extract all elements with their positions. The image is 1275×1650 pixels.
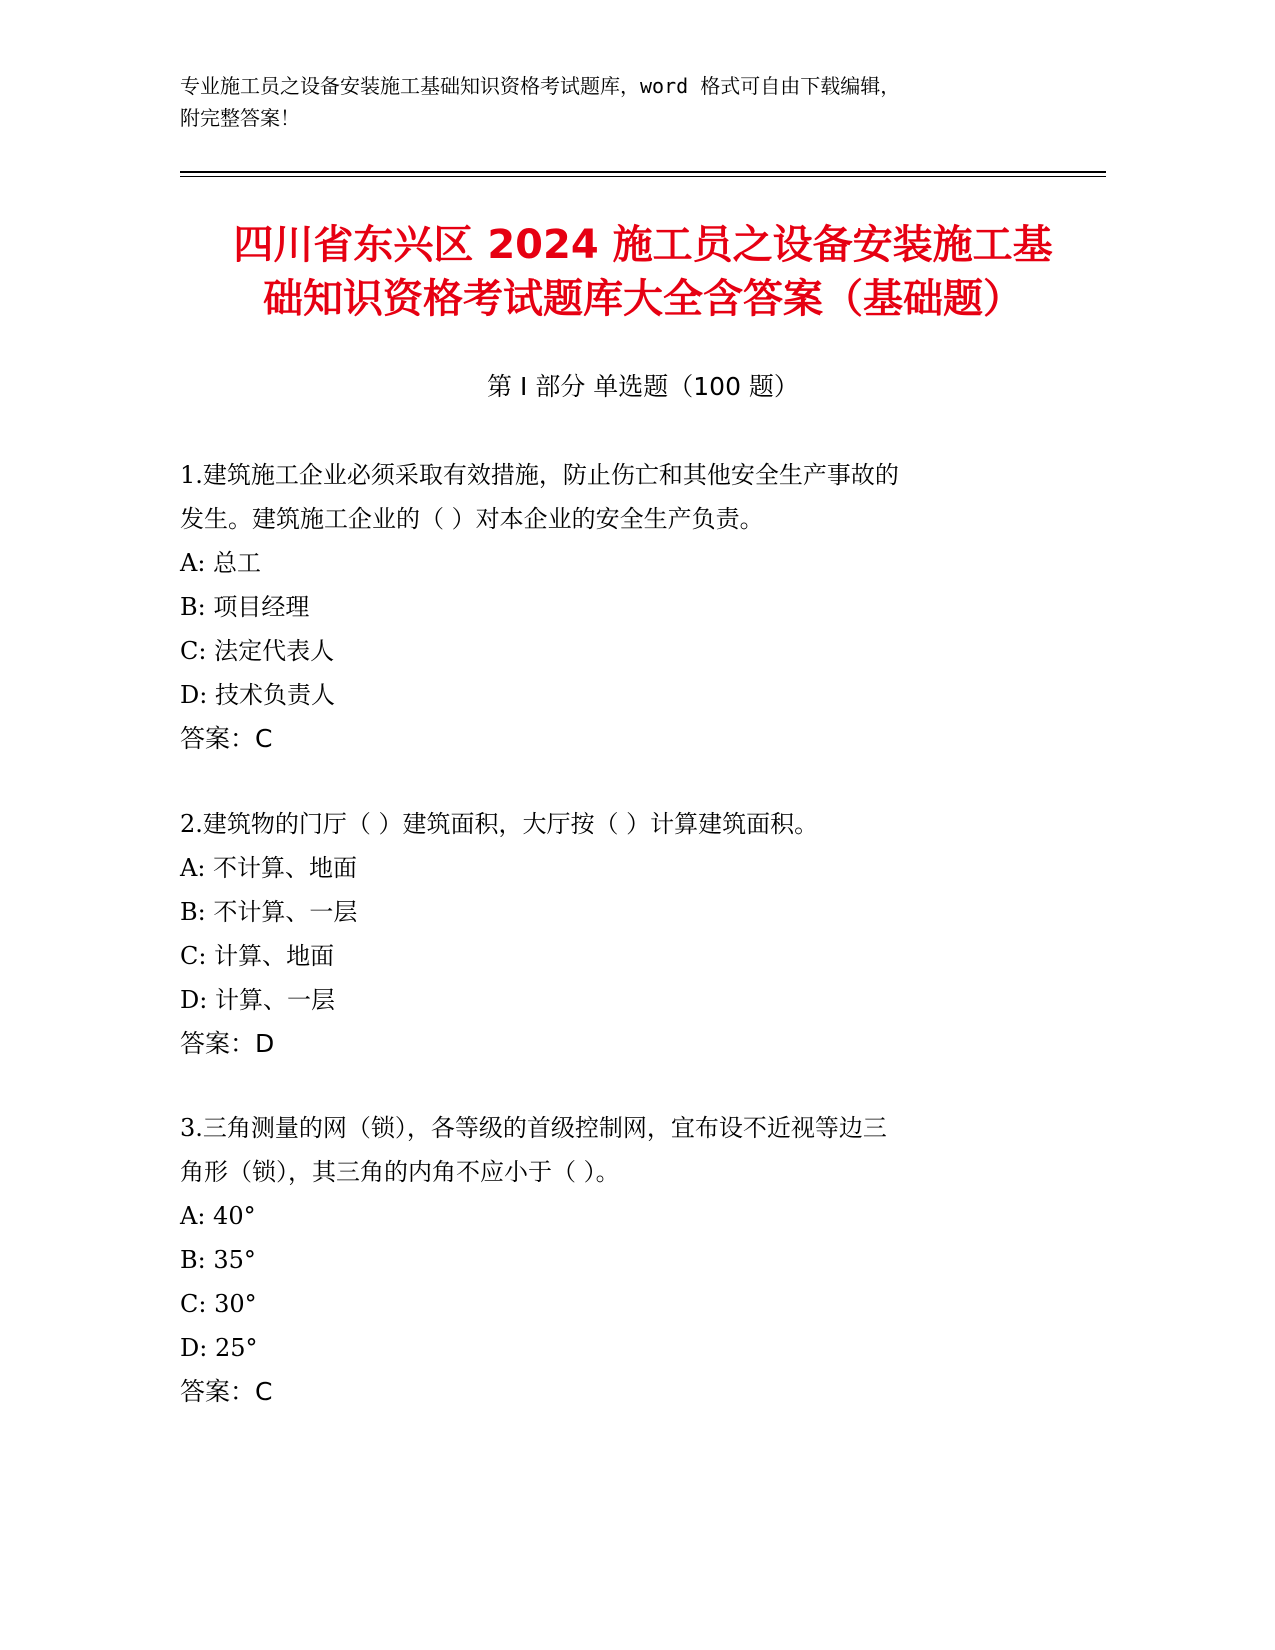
option-a: A: 不计算、地面 bbox=[180, 854, 358, 882]
question-stem-line: 角形（锁），其三角的内角不应小于（ ）。 bbox=[180, 1158, 620, 1186]
option-c: C: 法定代表人 bbox=[180, 637, 335, 665]
question-stem-line: 1.建筑施工企业必须采取有效措施，防止伤亡和其他安全生产事故的 bbox=[180, 461, 899, 489]
option-a: A: 总工 bbox=[180, 549, 262, 577]
option-c: C: 30° bbox=[180, 1290, 257, 1318]
option-c: C: 计算、地面 bbox=[180, 942, 335, 970]
document-title-line: 四川省东兴区 2024 施工员之设备安装施工基 bbox=[233, 222, 1053, 268]
option-d: D: 25° bbox=[180, 1334, 258, 1362]
question-block bbox=[180, 1106, 1080, 1414]
question-block bbox=[180, 453, 1080, 761]
header-divider-thick bbox=[180, 171, 1106, 173]
option-a: A: 40° bbox=[180, 1202, 256, 1230]
document-title-line: 础知识资格考试题库大全含答案（基础题） bbox=[263, 276, 1023, 322]
header-note bbox=[180, 70, 1100, 134]
option-b: B: 35° bbox=[180, 1246, 256, 1274]
question-block bbox=[180, 802, 1080, 1066]
answer-line: 答案：D bbox=[180, 1029, 275, 1058]
question-stem-line: 发生。建筑施工企业的（ ）对本企业的安全生产负责。 bbox=[180, 505, 764, 533]
question-stem-line: 3.三角测量的网（锁），各等级的首级控制网，宜布设不近视等边三 bbox=[180, 1114, 887, 1142]
document-title bbox=[180, 218, 1106, 326]
answer-line: 答案：C bbox=[180, 724, 273, 753]
header-note-line: 附完整答案！ bbox=[180, 106, 300, 130]
header-divider-thin bbox=[180, 176, 1106, 177]
option-d: D: 技术负责人 bbox=[180, 681, 335, 709]
option-d: D: 计算、一层 bbox=[180, 986, 335, 1014]
answer-line: 答案：C bbox=[180, 1377, 273, 1406]
question-stem-line: 2.建筑物的门厅（ ）建筑面积，大厅按（ ）计算建筑面积。 bbox=[180, 810, 819, 838]
option-b: B: 不计算、一层 bbox=[180, 898, 358, 926]
option-b: B: 项目经理 bbox=[180, 593, 310, 621]
header-note-line: 专业施工员之设备安装施工基础知识资格考试题库，word 格式可自由下载编辑， bbox=[180, 74, 901, 98]
section-heading: 第 I 部分 单选题（100 题） bbox=[487, 372, 799, 401]
